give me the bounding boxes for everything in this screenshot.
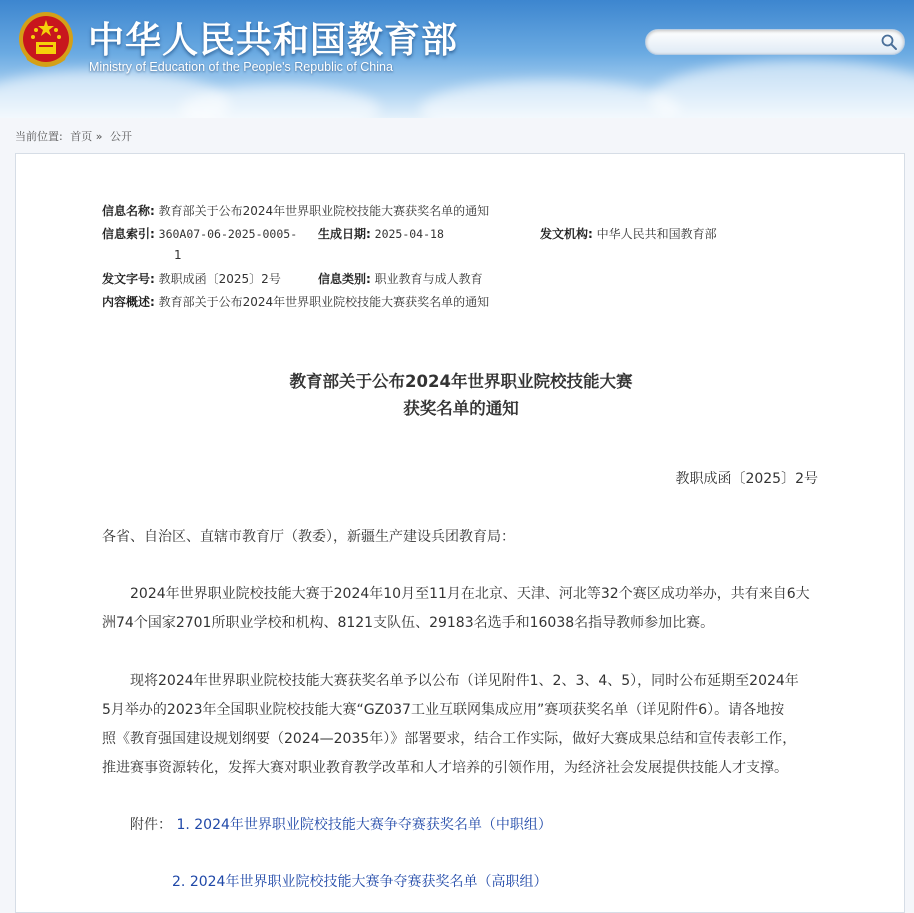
paragraph-1-line2: 洲74个国家2701所职业学校和机构、8121支队伍、29183名选手和16038名指导教师参加比赛。 [102, 615, 715, 631]
paragraph-2-line2: 5月举办的2023年全国职业院校技能大赛“GZ037工业互联网集成应用”赛项获奖名单（详见附件6）。请各地按 [102, 702, 785, 718]
meta-date-value: 2025-04-18 [374, 227, 444, 241]
meta-date-label: 生成日期: [318, 227, 371, 241]
attachment-link-1[interactable] [176, 817, 551, 833]
breadcrumb-home-link[interactable]: 首页 [70, 130, 93, 143]
meta-index-label: 信息索引: [102, 227, 155, 241]
meta-date-row [318, 225, 444, 242]
document-title [16, 368, 906, 422]
meta-index-row [102, 225, 297, 242]
meta-category-label: 信息类别: [318, 272, 371, 286]
meta-issuer-value: 中华人民共和国教育部 [596, 227, 717, 241]
attachment-link-2[interactable] [172, 874, 547, 890]
paragraph-2 [102, 667, 822, 783]
meta-index-value-cont: 1 [174, 248, 182, 262]
attachment-item-2 [172, 868, 547, 897]
breadcrumb-separator: » [95, 130, 103, 143]
meta-issuer-label: 发文机构: [540, 227, 593, 241]
search-input[interactable] [656, 32, 870, 54]
meta-docno-label: 发文字号: [102, 272, 155, 286]
meta-issuer-row [540, 225, 717, 242]
salutation: 各省、自治区、直辖市教育厅（教委），新疆生产建设兵团教育局： [102, 529, 515, 545]
article-panel [15, 153, 905, 913]
paragraph-2-line1: 现将2024年世界职业院校技能大赛获奖名单予以公布（详见附件1、2、3、4、5），同时公布延期至2024年 [130, 673, 799, 689]
site-title: 中华人民共和国教育部 [88, 20, 459, 61]
attachment-title-1: 2024年世界职业院校技能大赛争夺赛获奖名单（中职组） [194, 817, 552, 833]
attachment-item-1 [130, 811, 552, 840]
paragraph-1 [102, 580, 822, 638]
meta-category-value: 职业教育与成人教育 [374, 272, 483, 286]
search-box[interactable] [645, 29, 905, 55]
paragraph-1-line1: 2024年世界职业院校技能大赛于2024年10月至11月在北京、天津、河北等32个赛区成功举办，共有来自6大 [130, 586, 810, 602]
meta-docno-row [102, 270, 281, 287]
document-title-line1: 教育部关于公布2024年世界职业院校技能大赛 [289, 372, 633, 391]
attachment-num-1: 1. [176, 817, 190, 833]
attachment-num-2: 2. [172, 874, 186, 890]
paragraph-2-line4: 推进赛事资源转化，发挥大赛对职业教育教学改革和人才培养的引领作用，为经济社会发展提供技能人才支撑。 [102, 760, 788, 776]
meta-summary-value: 教育部关于公布2024年世界职业院校技能大赛获奖名单的通知 [158, 295, 490, 309]
meta-category-row [318, 270, 483, 287]
meta-summary-row [102, 293, 489, 310]
meta-index-value: 360A07-06-2025-0005- [158, 227, 298, 241]
meta-name-value: 教育部关于公布2024年世界职业院校技能大赛获奖名单的通知 [158, 204, 490, 218]
breadcrumb-prefix: 当前位置: [15, 130, 63, 143]
breadcrumb [15, 128, 132, 144]
paragraph-2-line3: 照《教育强国建设规划纲要（2024—2035年）》部署要求，结合工作实际，做好大赛成果总结和宣传表彰工作， [102, 731, 797, 747]
breadcrumb-public-link[interactable]: 公开 [109, 130, 132, 143]
document-number: 教职成函〔2025〕2号 [675, 471, 818, 487]
meta-summary-label: 内容概述: [102, 295, 155, 309]
meta-name-row [102, 202, 489, 219]
meta-name-label: 信息名称: [102, 204, 155, 218]
meta-docno-value: 教职成函〔2025〕2号 [158, 272, 281, 286]
attachments-label: 附件： [130, 817, 172, 833]
site-subtitle: Ministry of Education of the People's Republic of China [89, 60, 393, 74]
site-header [0, 0, 914, 118]
document-title-line2: 获奖名单的通知 [403, 399, 519, 418]
national-emblem-icon [17, 10, 75, 72]
search-icon[interactable] [880, 33, 898, 51]
attachment-title-2: 2024年世界职业院校技能大赛争夺赛获奖名单（高职组） [189, 874, 548, 890]
